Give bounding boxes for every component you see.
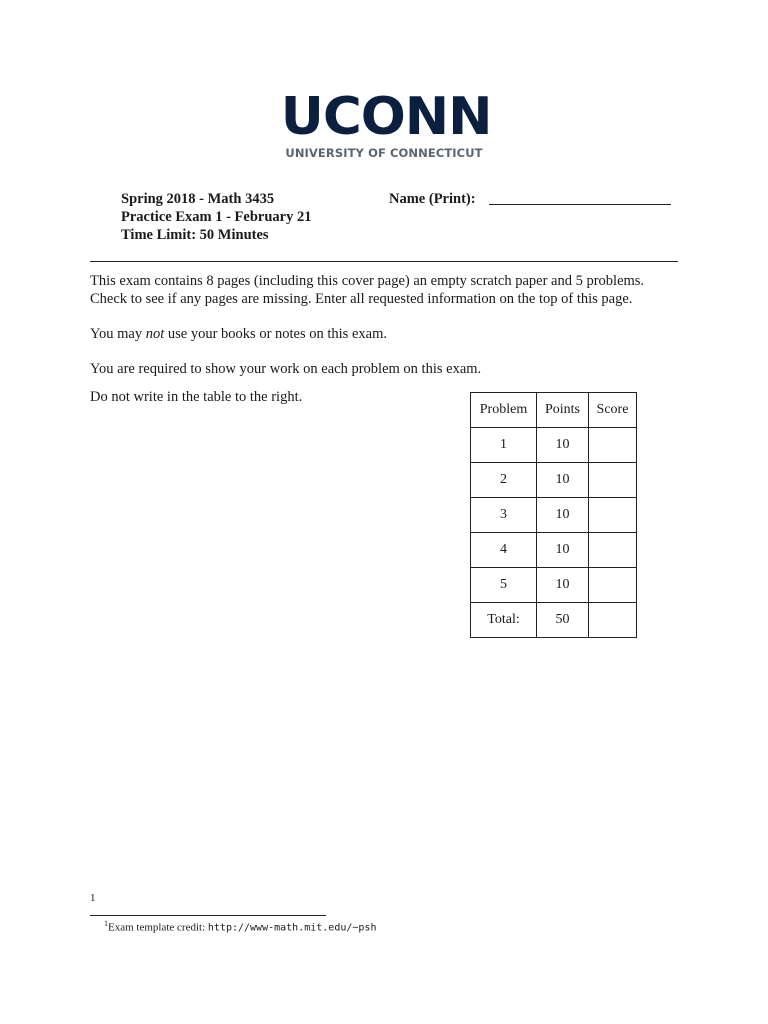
total-label: Total: xyxy=(471,603,537,638)
table-row xyxy=(471,568,637,603)
problem-points: 10 xyxy=(537,533,589,568)
instructions-line-1: This exam contains 8 pages (including this cover page) an empty scratch paper and 5 problems. xyxy=(90,273,645,289)
total-row xyxy=(471,603,637,638)
table-row xyxy=(471,428,637,463)
header-score: Score xyxy=(589,393,637,428)
header-divider xyxy=(90,261,678,262)
problem-points: 10 xyxy=(537,568,589,603)
university-logo xyxy=(275,87,493,160)
total-score xyxy=(589,603,637,638)
footnote-text: Exam template credit: xyxy=(108,921,208,934)
show-work-notice: You are required to show your work on each problem on this exam. xyxy=(90,361,482,377)
problem-number: 3 xyxy=(471,498,537,533)
problem-score xyxy=(589,568,637,603)
time-limit: Time Limit: 50 Minutes xyxy=(121,227,269,243)
books-notice-pre: You may xyxy=(90,326,146,342)
problem-number: 4 xyxy=(471,533,537,568)
score-table xyxy=(470,392,637,638)
table-notice: Do not write in the table to the right. xyxy=(90,389,303,405)
problem-number: 5 xyxy=(471,568,537,603)
problem-score xyxy=(589,498,637,533)
footnote-marker: 1 xyxy=(90,892,96,904)
name-field-line xyxy=(489,204,671,205)
books-notice-emphasis: not xyxy=(145,326,165,342)
problem-points: 10 xyxy=(537,498,589,533)
exam-title: Practice Exam 1 - February 21 xyxy=(121,209,312,225)
instructions-paragraph xyxy=(90,272,685,308)
name-label: Name (Print): xyxy=(389,191,476,207)
total-points: 50 xyxy=(537,603,589,638)
logo-wordmark: UCONN xyxy=(280,87,492,147)
score-table-header xyxy=(471,393,637,428)
course-title: Spring 2018 - Math 3435 xyxy=(121,191,275,207)
problem-points: 10 xyxy=(537,463,589,498)
logo-subtitle: UNIVERSITY OF CONNECTICUT xyxy=(285,146,483,160)
books-notice-post: use your books or notes on this exam. xyxy=(164,326,387,342)
exam-header xyxy=(121,190,311,244)
problem-score xyxy=(589,533,637,568)
footnote-divider xyxy=(90,915,326,916)
footnote-superscript: 1 xyxy=(104,919,108,928)
problem-points: 10 xyxy=(537,428,589,463)
problem-number: 2 xyxy=(471,463,537,498)
header-points: Points xyxy=(537,393,589,428)
problem-number: 1 xyxy=(471,428,537,463)
problem-score xyxy=(589,463,637,498)
table-row xyxy=(471,533,637,568)
instructions-line-2: Check to see if any pages are missing. Enter all requested information on the top of this page. xyxy=(90,291,633,307)
footnote-url: http://www-math.mit.edu/~psh xyxy=(207,922,377,934)
table-row xyxy=(471,498,637,533)
header-problem: Problem xyxy=(471,393,537,428)
footnote xyxy=(104,919,376,934)
books-notice xyxy=(90,325,685,343)
problem-score xyxy=(589,428,637,463)
table-row xyxy=(471,463,637,498)
